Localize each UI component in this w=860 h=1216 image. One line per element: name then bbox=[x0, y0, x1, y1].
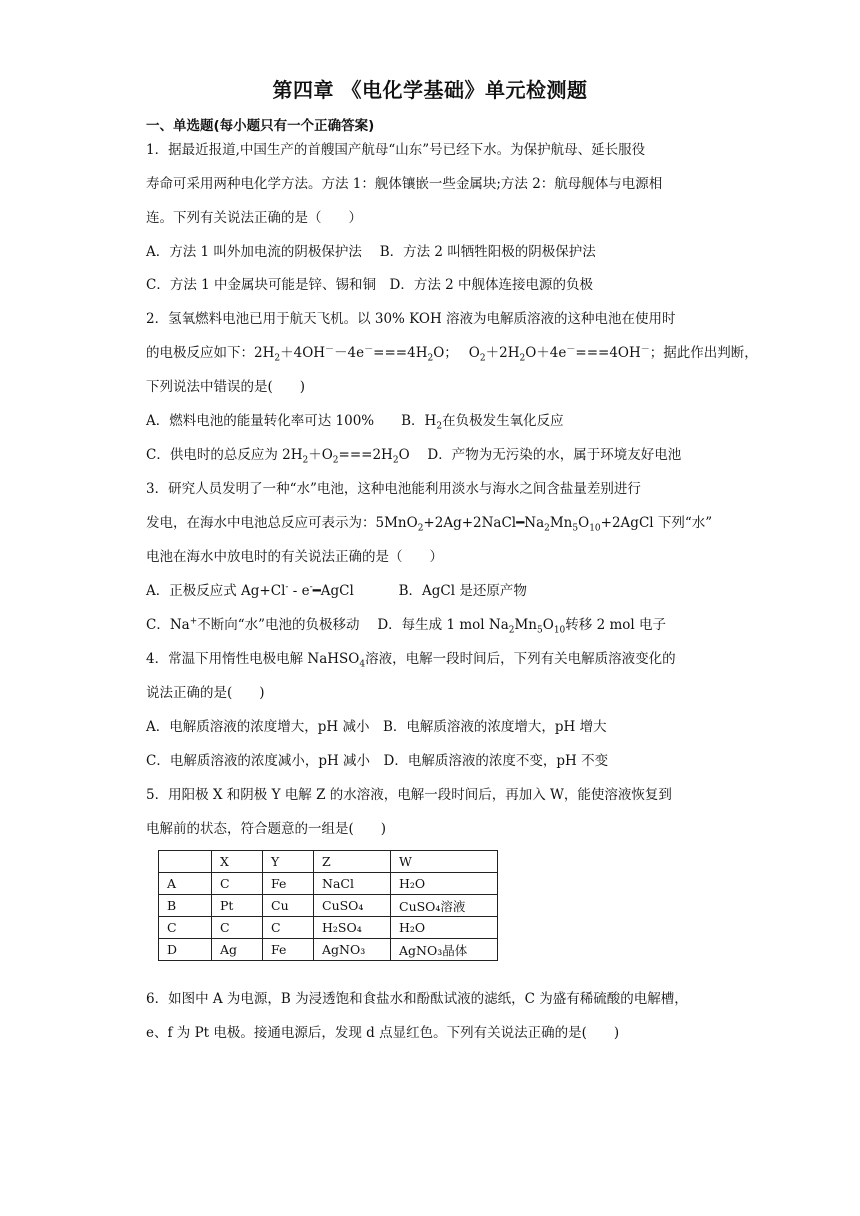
table-row bbox=[159, 939, 498, 961]
table-cell: B bbox=[159, 895, 212, 917]
q4-option-ab: A．电解质溶液的浓度增大，pH 减小 B．电解质溶液的浓度增大，pH 增大 bbox=[146, 719, 607, 735]
q5-table bbox=[158, 850, 498, 961]
table-cell: H₂O bbox=[391, 873, 498, 895]
table-cell: Ag bbox=[212, 939, 263, 961]
q4-option-cd: C．电解质溶液的浓度减小，pH 减小 D．电解质溶液的浓度不变，pH 不变 bbox=[146, 753, 609, 769]
q1-option-ab: A．方法 1 叫外加电流的阴极保护法 B．方法 2 叫牺牲阳极的阴极保护法 bbox=[146, 244, 596, 260]
table-row bbox=[159, 917, 498, 939]
table-cell: Fe bbox=[263, 873, 314, 895]
table-cell: NaCl bbox=[314, 873, 391, 895]
table-cell: H₂O bbox=[391, 917, 498, 939]
q5-line-2: 电解前的状态，符合题意的一组是( ) bbox=[146, 821, 387, 837]
q2-line-2: 的电极反应如下：$2H_2+4OH^--4e^-===4H_2O$； $O_2+2H_2O+4e^-===4OH^-$；据此作出判断， bbox=[146, 344, 758, 364]
q1-line-3: 连。下列有关说法正确的是（ ） bbox=[146, 210, 362, 226]
q2-line-1: 2．氢氧燃料电池已用于航天飞机。以 30% KOH 溶液为电解质溶液的这种电池在使用时 bbox=[146, 311, 676, 327]
table-cell: CuSO₄ bbox=[314, 895, 391, 917]
page-title: 第四章 《电化学基础》单元检测题 bbox=[272, 78, 588, 102]
table-cell: C bbox=[159, 917, 212, 939]
table-cell: C bbox=[212, 917, 263, 939]
q2-option-ab: A．燃料电池的能量转化率可达 100% B．$H_2$在负极发生氧化反应 bbox=[146, 413, 564, 432]
q3-option-ab: A．正极反应式 Ag+Cl- - e-━AgCl B．AgCl 是还原产物 bbox=[146, 582, 527, 599]
q3-line-2: 发电，在海水中电池总反应可表示为：$5MnO_2+2Ag+2NaCl━Na_2Mn_5O_{10}+2AgCl$ 下列“水” bbox=[146, 515, 713, 534]
q3-option-cd: C．Na+不断向“水”电池的负极移动 D．每生成 1 mol $Na_2Mn_5O_{10}$转移 2 mol 电子 bbox=[146, 616, 666, 636]
table-cell: Fe bbox=[263, 939, 314, 961]
table-row bbox=[159, 895, 498, 917]
q4-line-2: 说法正确的是( ) bbox=[146, 685, 265, 701]
q1-line-1: 1．据最近报道,中国生产的首艘国产航母“山东”号已经下水。为保护航母、延长服役 bbox=[146, 142, 646, 158]
table-cell: AgNO₃晶体 bbox=[391, 939, 498, 961]
table-cell: X bbox=[212, 851, 263, 873]
section-heading: 一、单选题(每小题只有一个正确答案) bbox=[146, 118, 375, 134]
q2-line-3: 下列说法中错误的是( ) bbox=[146, 379, 306, 395]
q4-line-1: 4．常温下用惰性电极电解 NaHSO$_4$溶液，电解一段时间后，下列有关电解质溶液变化的 bbox=[146, 651, 676, 670]
table-cell: C bbox=[212, 873, 263, 895]
table-cell: CuSO₄溶液 bbox=[391, 895, 498, 917]
q1-line-2: 寿命可采用两种电化学方法。方法 1：舰体镶嵌一些金属块;方法 2：航母舰体与电源相 bbox=[146, 176, 663, 192]
table-header-row bbox=[159, 851, 498, 873]
table-cell: Y bbox=[263, 851, 314, 873]
table-cell: AgNO₃ bbox=[314, 939, 391, 961]
q1-option-cd: C．方法 1 中金属块可能是锌、锡和铜 D．方法 2 中舰体连接电源的负极 bbox=[146, 277, 593, 293]
table-cell bbox=[159, 851, 212, 873]
table-cell: C bbox=[263, 917, 314, 939]
table-cell: A bbox=[159, 873, 212, 895]
table-row bbox=[159, 873, 498, 895]
table-cell: W bbox=[391, 851, 498, 873]
q6-line-2: e、f 为 Pt 电极。接通电源后，发现 d 点显红色。下列有关说法正确的是( ) bbox=[146, 1025, 620, 1041]
q5-line-1: 5．用阳极 X 和阴极 Y 电解 Z 的水溶液，电解一段时间后，再加入 W，能使溶液恢复到 bbox=[146, 787, 672, 803]
table-cell: D bbox=[159, 939, 212, 961]
q3-line-1: 3．研究人员发明了一种“水”电池，这种电池能利用淡水与海水之间含盐量差别进行 bbox=[146, 481, 641, 497]
table-cell: Z bbox=[314, 851, 391, 873]
q3-line-3: 电池在海水中放电时的有关说法正确的是（ ） bbox=[146, 549, 443, 565]
table-cell: Pt bbox=[212, 895, 263, 917]
table-cell: Cu bbox=[263, 895, 314, 917]
q2-option-cd: C．供电时的总反应为 $2H_2+O_2===2H_2O$ D．产物为无污染的水，属于环境友好电池 bbox=[146, 447, 682, 466]
table-cell: H₂SO₄ bbox=[314, 917, 391, 939]
q6-line-1: 6．如图中 A 为电源，B 为浸透饱和食盐水和酚酞试液的滤纸，C 为盛有稀硫酸的电解槽， bbox=[146, 991, 688, 1007]
